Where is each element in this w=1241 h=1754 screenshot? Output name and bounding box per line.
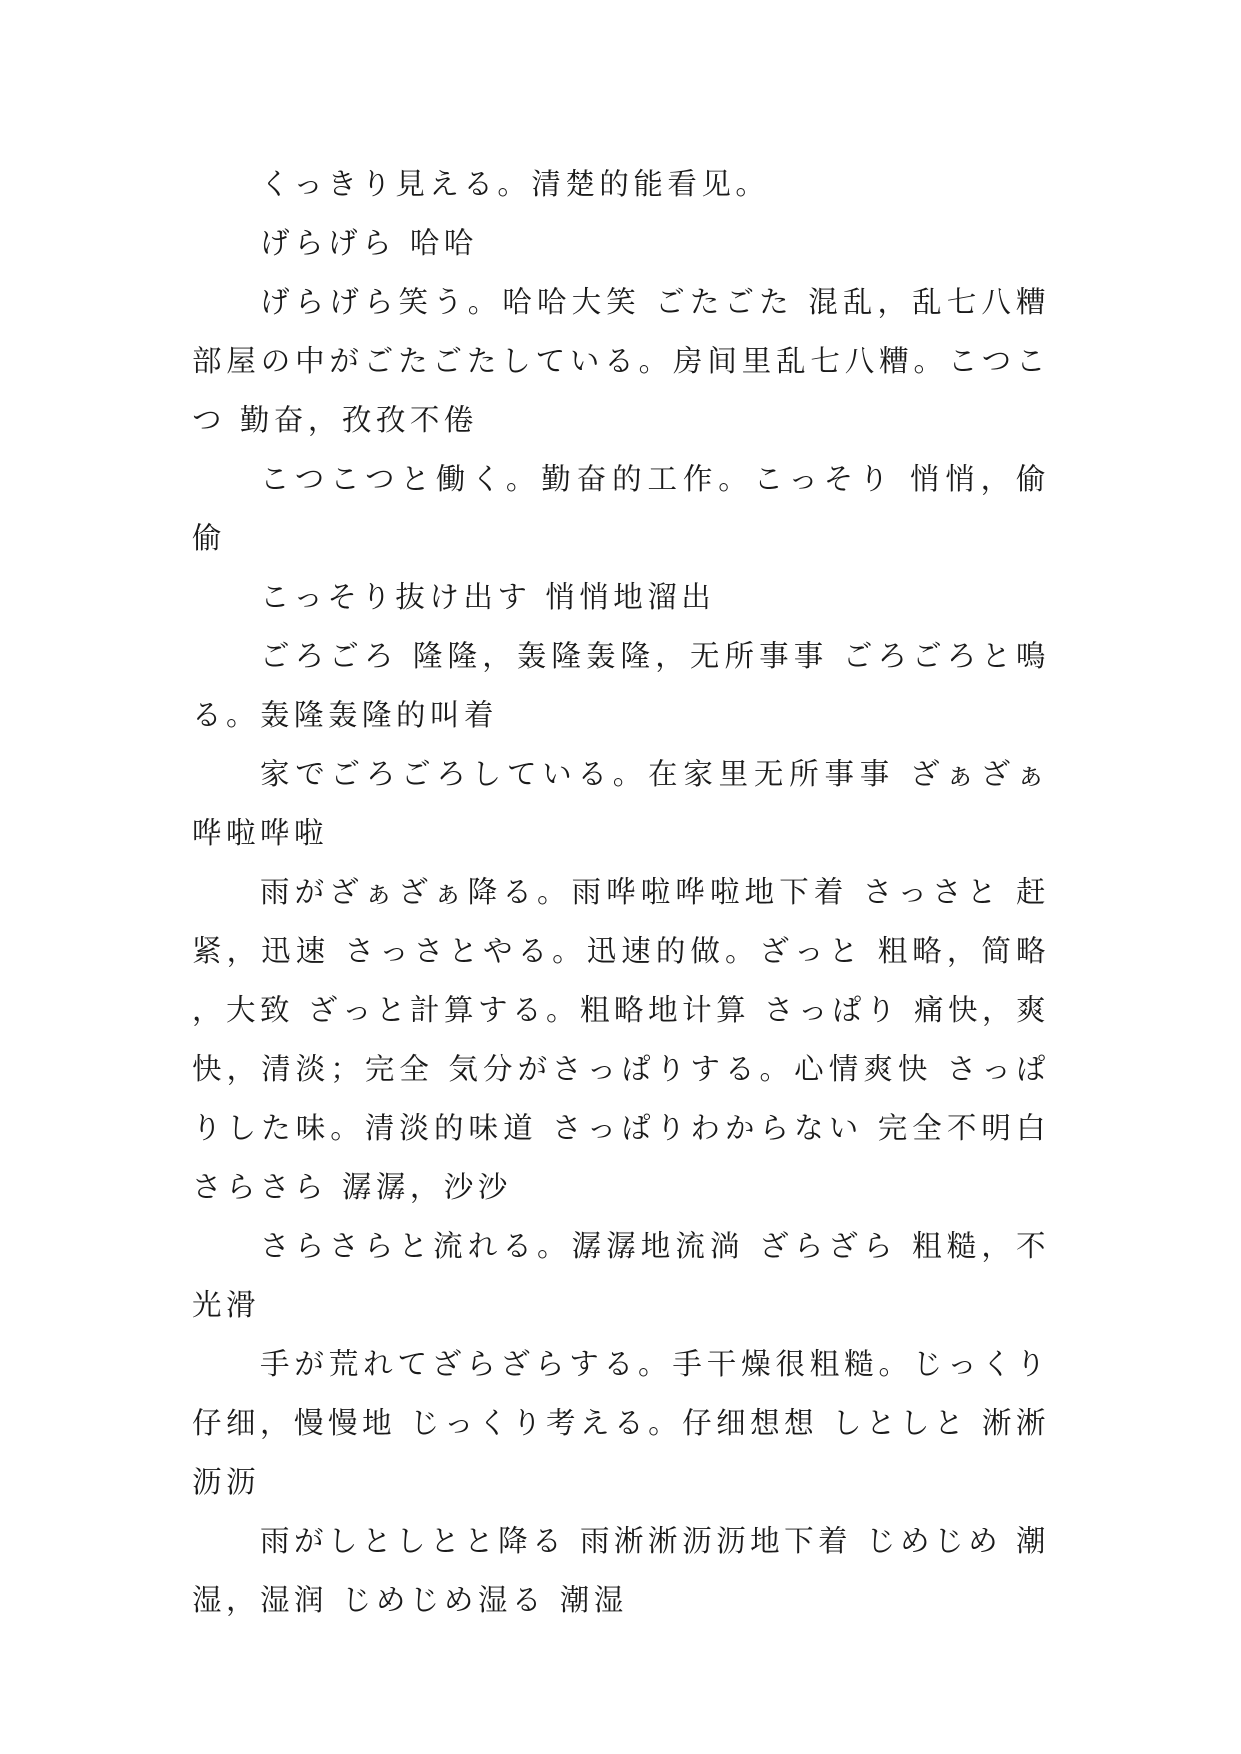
document-body [192, 155, 1050, 1630]
paragraph: くっきり見える。清楚的能看见。 [260, 167, 770, 201]
paragraph: ごろごろ 隆隆，轰隆轰隆，无所事事 ごろごろと鳴る。轰隆轰隆的叫着 [192, 639, 1050, 732]
paragraph: 手が荒れてざらざらする。手干燥很粗糙。じっくり 仔细，慢慢地 じっくり考える。仔细想想 しとしと 淅淅沥沥 [192, 1347, 1050, 1499]
paragraph: こつこつと働く。勤奋的工作。こっそり 悄悄，偷偷 [192, 462, 1050, 555]
paragraph: 雨がざぁざぁ降る。雨哗啦哗啦地下着 さっさと 赶紧，迅速 さっさとやる。迅速的做。ざっと 粗略，简略，大致 ざっと計算する。粗略地计算 さっぱり 痛快，爽快，清淡；完全 気分がさっぱりする。心情爽快 さっぱりした味。清淡的味道 さっぱりわからない 完全不明白 さらさら 潺潺，沙沙 [192, 875, 1050, 1204]
paragraph: 家でごろごろしている。在家里无所事事 ざぁざぁ 哗啦哗啦 [192, 757, 1050, 850]
paragraph: げらげら 哈哈 [260, 226, 478, 260]
paragraph: げらげら笑う。哈哈大笑 ごたごた 混乱，乱七八糟 部屋の中がごたごたしている。房间里乱七八糟。こつこつ 勤奋，孜孜不倦 [192, 285, 1050, 437]
paragraph: こっそり抜け出す 悄悄地溜出 [260, 580, 716, 614]
paragraph: 雨がしとしとと降る 雨淅淅沥沥地下着 じめじめ 潮湿，湿润 じめじめ湿る 潮湿 [192, 1524, 1050, 1617]
paragraph: さらさらと流れる。潺潺地流淌 ざらざら 粗糙，不光滑 [192, 1229, 1050, 1322]
